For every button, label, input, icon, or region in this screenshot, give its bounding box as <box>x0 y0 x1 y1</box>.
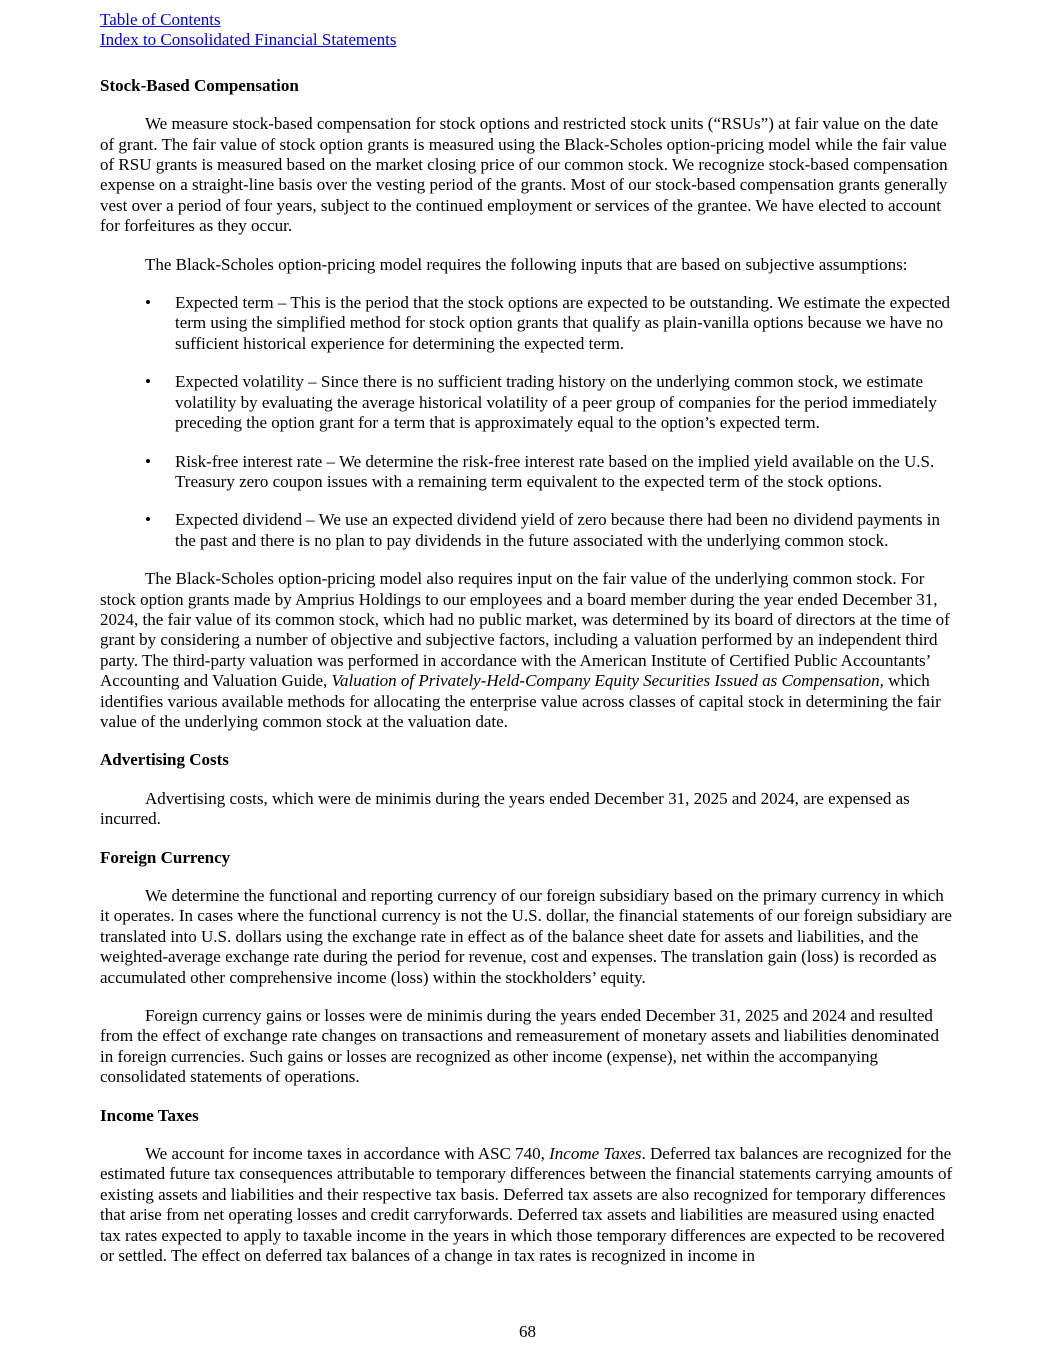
bullet-marker: • <box>145 510 151 530</box>
bullet-text: Expected dividend – We use an expected dividend yield of zero because there had been no dividend payments in the past and there is no plan to pay dividends in the future associated with the underlying common stock. <box>175 510 940 550</box>
paragraph-stock-comp-3 <box>100 569 955 732</box>
bullet-marker: • <box>145 372 151 392</box>
heading-foreign-currency: Foreign Currency <box>100 847 231 867</box>
italic-guide-title: Valuation of Privately-Held-Company Equity Securities Issued as Compensation, <box>331 671 884 691</box>
paragraph-text: which identifies various available methods for allocating the enterprise value across classes of capital stock in determining the fair value of the underlying common stock at the valuation date. <box>100 671 941 731</box>
bullet-marker: • <box>145 451 151 471</box>
paragraph-stock-comp-1: We measure stock-based compensation for stock options and restricted stock units (“RSUs”) at fair value on the date of grant. The fair value of stock option grants is measured using the Black-Scholes option-pricing model while the fair value of RSU grants is measured based on the market closing price of our common stock. We recognize stock-based compensation expense on a straight-line basis over the vesting period of the grants. Most of our stock-based compensation grants generally vest over a period of four years, subject to the continued employment or services of the grantee. We have elected to account for forfeitures as they occur. <box>100 114 948 236</box>
paragraph-foreign-currency-1: We determine the functional and reporting currency of our foreign subsidiary based on the primary currency in which it operates. In cases where the functional currency is not the U.S. dollar, the financial statements of our foreign subsidiary are translated into U.S. dollars using the exchange rate in effect as of the balance sheet date for assets and liabilities, and the weighted-average exchange rate during the period for revenue, cost and expenses. The translation gain (loss) is recorded as accumulated other comprehensive income (loss) within the stockholders’ equity. <box>100 886 952 987</box>
bullet-item-expected-dividend <box>100 510 955 551</box>
heading-advertising-costs: Advertising Costs <box>100 750 229 770</box>
bullet-marker: • <box>145 293 151 313</box>
bullet-item-expected-volatility <box>100 372 955 433</box>
table-of-contents-link[interactable]: Table of Contents <box>100 10 221 29</box>
paragraph-text: We account for income taxes in accordance with ASC 740, <box>145 1144 550 1164</box>
italic-asc-740-title: Income Taxes <box>549 1144 642 1164</box>
bullet-item-expected-term <box>100 293 955 354</box>
index-to-financial-statements-link[interactable]: Index to Consolidated Financial Statements <box>100 30 397 50</box>
paragraph-income-taxes-1 <box>100 1144 955 1266</box>
paragraph-stock-comp-2: The Black-Scholes option-pricing model requires the following inputs that are based on subjective assumptions: <box>145 254 908 274</box>
paragraph-foreign-currency-2: Foreign currency gains or losses were de minimis during the years ended December 31, 2025 and 2024 and resulted from the effect of exchange rate changes on transactions and remeasurement of monetary assets and liabilities denominated in foreign currencies. Such gains or losses are recognized as other income (expense), net within the accompanying consolidated statements of operations. <box>100 1006 939 1087</box>
bullet-text: Expected term – This is the period that the stock options are expected to be outstanding. We estimate the expected term using the simplified method for stock option grants that qualify as plain-vanilla options because we have no sufficient historical experience for determining the expected term. <box>175 293 951 353</box>
paragraph-text: The Black-Scholes option-pricing model also requires input on the fair value of the underlying common stock. For stock option grants made by Amprius Holdings to our employees and a board member during the year ended December 31, 2024, the fair value of its common stock, which had no public market, was determined by its board of directors at the time of grant by considering a number of objective and subjective factors, including a valuation performed by an independent third party. The third-party valuation was performed in accordance with the American Institute of Certified Public Accountants’ Accounting and Valuation Guide, <box>100 569 950 691</box>
page-number: 68 <box>519 1322 536 1341</box>
paragraph-advertising-1: Advertising costs, which were de minimis during the years ended December 31, 2025 and 2024, are expensed as incurred. <box>100 788 910 829</box>
heading-income-taxes: Income Taxes <box>100 1105 199 1125</box>
bullet-item-risk-free-rate <box>100 452 955 493</box>
paragraph-text: . Deferred tax balances are recognized for the estimated future tax consequences attributable to temporary differences between the financial statements carrying amounts of existing assets and liabilities and their respective tax basis. Deferred tax assets are also recognized for temporary differences that arise from net operating losses and credit carryforwards. Deferred tax assets and liabilities are measured using enacted tax rates expected to apply to taxable income in the years in which those temporary differences are expected to be recovered or settled. The effect on deferred tax balances of a change in tax rates is recognized in income in <box>100 1144 953 1266</box>
nav-line <box>100 10 955 30</box>
nav-links <box>100 10 955 51</box>
bullet-text: Risk-free interest rate – We determine the risk-free interest rate based on the implied yield available on the U.S. Treasury zero coupon issues with a remaining term equivalent to the expected term of the stock options. <box>175 451 935 491</box>
heading-stock-based-compensation: Stock-Based Compensation <box>100 75 299 95</box>
nav-line <box>100 30 955 50</box>
bullet-text: Expected volatility – Since there is no sufficient trading history on the underlying common stock, we estimate volatility by evaluating the average historical volatility of a peer group of companies for the period immediately preceding the option grant for a term that is approximately equal to the option’s expected term. <box>175 372 937 433</box>
